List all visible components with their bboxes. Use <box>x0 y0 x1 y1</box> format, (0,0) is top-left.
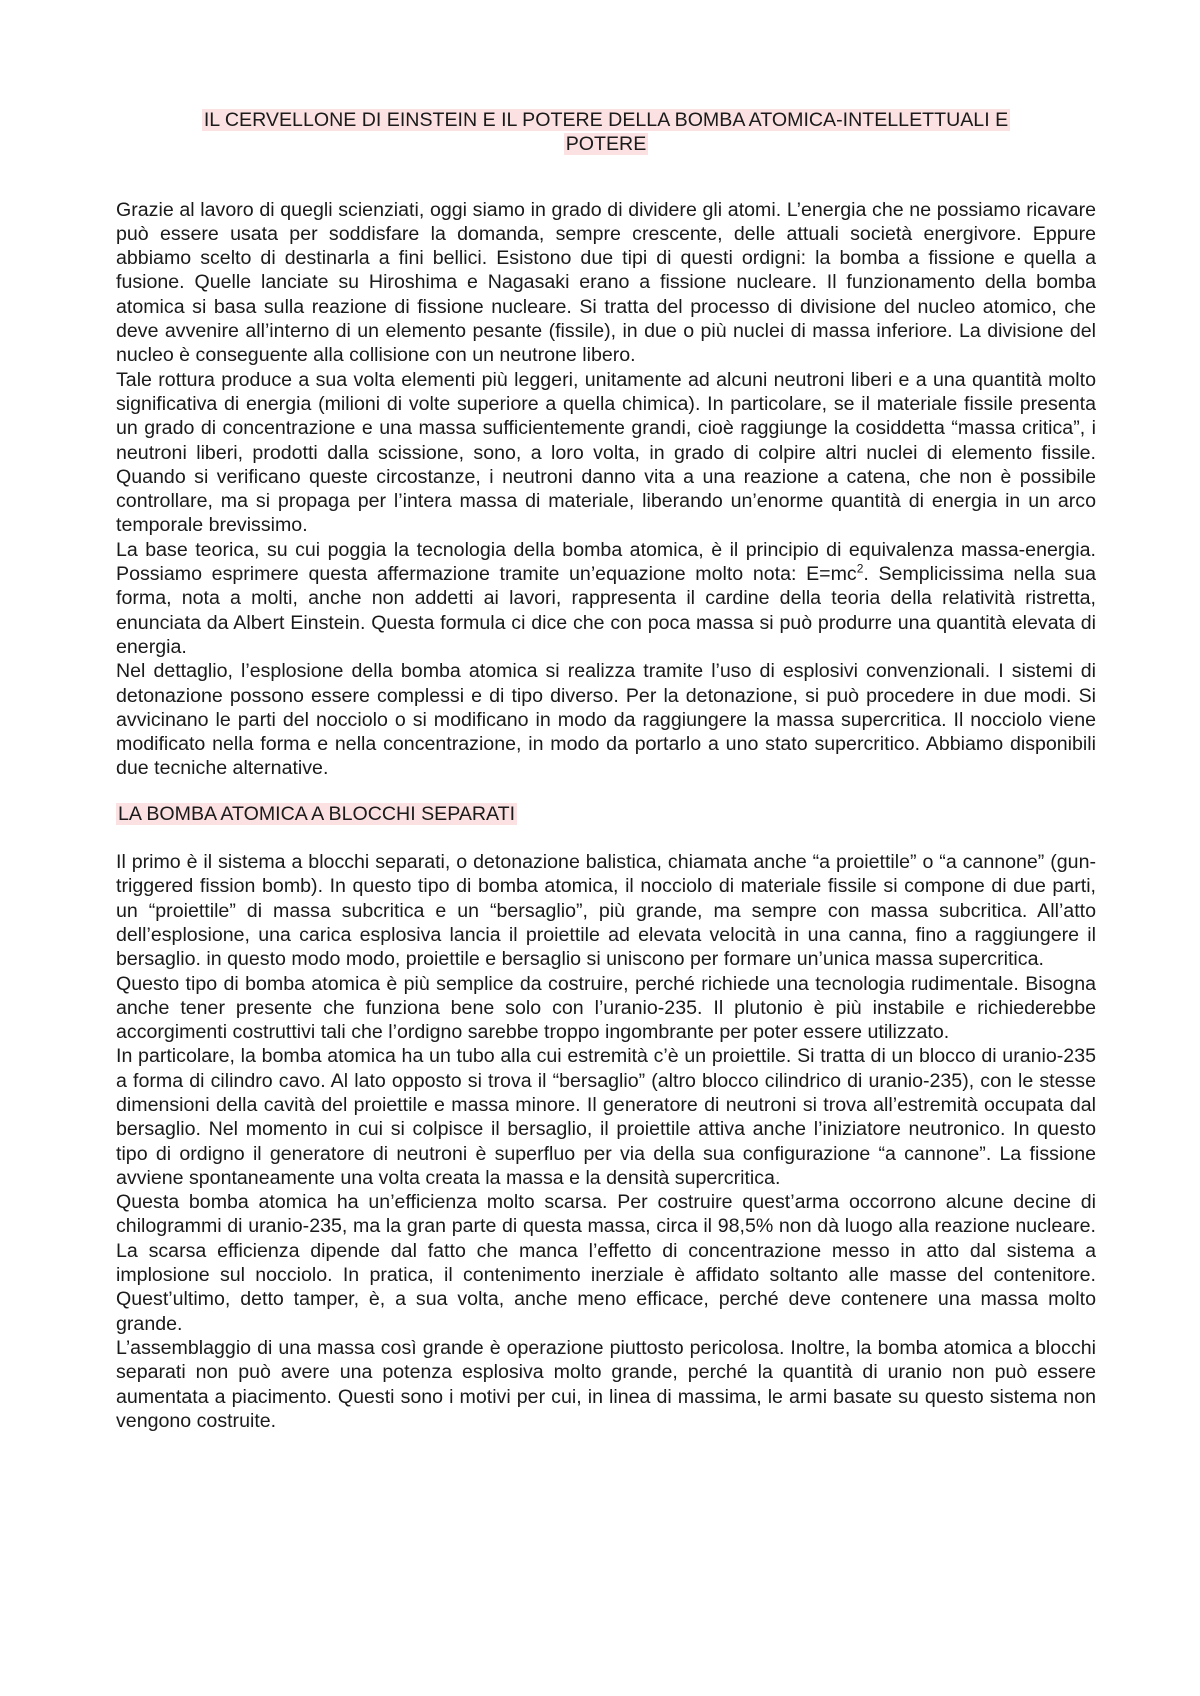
equation-superscript: 2 <box>856 561 864 576</box>
title-line-2: POTERE <box>565 133 647 156</box>
paragraph-intro-1: Grazie al lavoro di quegli scienziati, oggi siamo in grado di dividere gli atomi. L’energia che ne possiamo ricavare può essere usata per soddisfare la domanda, sempre crescente, delle attuali società energivore. Eppure abbiamo scelto di destinarla a fini bellici. Esistono due tipi di questi ordigni: la bomba a fissione e quella a fusione. Quelle lanciate su Hiroshima e Nagasaki erano a fissione nucleare. Il funzionamento della bomba atomica si basa sulla reazione di fissione nucleare. Si tratta del processo di divisione del nucleo atomico, che deve avvenire all’interno di un elemento pesante (fissile), in due o più nuclei di massa inferiore. La divisione del nucleo è conseguente alla collisione con un neutrone libero. <box>116 198 1096 367</box>
document-title <box>116 108 1096 157</box>
section-heading <box>116 802 1096 826</box>
paragraph-intro-2: Tale rottura produce a sua volta elementi più leggeri, unitamente ad alcuni neutroni liberi e a una quantità molto significativa di energia (milioni di volte superiore a quella chimica). In particolare, se il materiale fissile presenta un grado di concentrazione e una massa sufficientemente grandi, cioè raggiunge la cosiddetta “massa critica”, i neutroni liberi, prodotti dalla scissione, sono, a loro volta, in grado di colpire altri nuclei di elemento fissile. Quando si verificano queste circostanze, i neutroni danno vita a una reazione a catena, che non è possibile controllare, ma si propaga per l’intera massa di materiale, liberando un’enorme quantità di energia in un arco temporale brevissimo. <box>116 368 1096 537</box>
paragraph-section-2: Questo tipo di bomba atomica è più semplice da costruire, perché richiede una tecnologia rudimentale. Bisogna anche tener presente che funziona bene solo con l’uranio-235. Il plutonio è più instabile e richiederebbe accorgimenti costruttivi tali che l’ordigno sarebbe troppo ingombrante per poter essere utilizzato. <box>116 972 1096 1044</box>
paragraph-equivalence <box>116 538 1096 659</box>
paragraph-section-3: In particolare, la bomba atomica ha un tubo alla cui estremità c’è un proiettile. Si tratta di un blocco di uranio-235 a forma di cilindro cavo. Al lato opposto si trova il “bersaglio” (altro blocco cilindrico di uranio-235), con le stesse dimensioni della cavità del proiettile e massa minore. Il generatore di neutroni si trova all’estremità occupata dal bersaglio. Nel momento in cui si colpisce il bersaglio, il proiettile attiva anche l’iniziatore neutronico. In questo tipo di ordigno il generatore di neutroni è superfluo per via della sua configurazione “a cannone”. La fissione avviene spontaneamente una volta creata la massa e la densità supercritica. <box>116 1045 1096 1189</box>
paragraph-detonation: Nel dettaglio, l’esplosione della bomba atomica si realizza tramite l’uso di esplosivi convenzionali. I sistemi di detonazione possono essere complessi e di tipo diverso. Per la detonazione, si può procedere in due modi. Si avvicinano le parti del nocciolo o si modificano in modo da raggiungere la massa supercritica. Il nocciolo viene modificato nella forma e nella concentrazione, in modo da portarlo a uno stato supercritico. Abbiamo disponibili due tecniche alternative. <box>116 660 1096 780</box>
equivalence-text-before: La base teorica, su cui poggia la tecnologia della bomba atomica, è il principio di equivalenza massa-energia. Possiamo esprimere questa affermazione tramite un’equazione molto nota: E=mc <box>116 538 1096 586</box>
paragraph-section-5: L’assemblaggio di una massa così grande è operazione piuttosto pericolosa. Inoltre, la bomba atomica a blocchi separati non può avere una potenza esplosiva molto grande, perché la quantità di uranio non può essere aumentata a piacimento. Questi sono i motivi per cui, in linea di massima, le armi basate su questo sistema non vengono costruite. <box>116 1336 1096 1432</box>
section-heading-text: LA BOMBA ATOMICA A BLOCCHI SEPARATI <box>118 802 516 825</box>
paragraph-section-1: Il primo è il sistema a blocchi separati, o detonazione balistica, chiamata anche “a proiettile” o “a cannone” (gun-triggered fission bomb). In questo tipo di bomba atomica, il nocciolo di materiale fissile si compone di due parti, un “proiettile” di massa subcritica e un “bersaglio”, più grande, ma sempre con massa subcritica. All’atto dell’esplosione, una carica esplosiva lancia il proiettile ad elevata velocità in una canna, fino a raggiungere il bersaglio. in questo modo modo, proiettile e bersaglio si uniscono per formare un’unica massa supercritica. <box>116 851 1096 971</box>
paragraph-section-4: Questa bomba atomica ha un’efficienza molto scarsa. Per costruire quest’arma occorrono alcune decine di chilogrammi di uranio-235, ma la gran parte di questa massa, circa il 98,5% non dà luogo alla reazione nucleare. La scarsa efficienza dipende dal fatto che manca l’effetto di concentrazione messo in atto dal sistema a implosione sul nocciolo. In pratica, il contenimento inerziale è affidato soltanto alle masse del contenitore. Quest’ultimo, detto tamper, è, a sua volta, anche meno efficace, perché deve contenere una massa molto grande. <box>116 1191 1096 1335</box>
document-page <box>116 108 1096 1433</box>
title-line-1: IL CERVELLONE DI EINSTEIN E IL POTERE DELLA BOMBA ATOMICA-INTELLETTUALI E <box>203 109 1009 131</box>
equivalence-text-after: . Semplicissima nella sua forma, nota a molti, anche non addetti ai lavori, rappresenta il cardine della teoria della relatività ristretta, enunciata da Albert Einstein. Questa formula ci dice che con poca massa si può produrre una quantità elevata di energia. <box>116 563 1096 658</box>
